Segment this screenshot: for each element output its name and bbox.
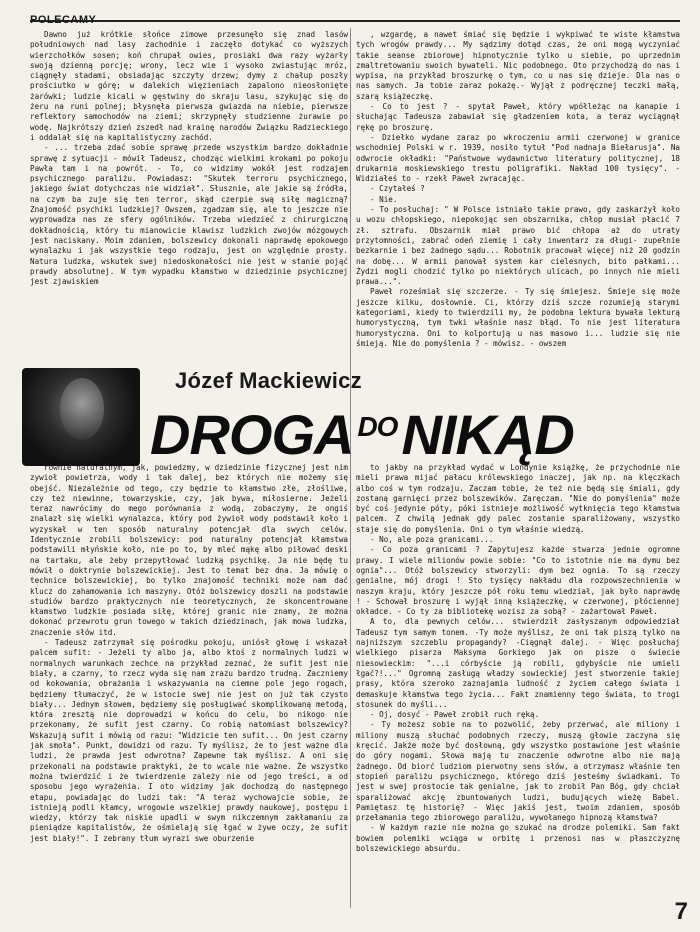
paragraph: A to, dla pewnych celów... stwierdził zasłyszanym odpowiedział Tadeusz tym samym tonem. -Ty może myślisz, że oni tak piszą tylko na najniższym szczeblu propagandy? -Ciągnął dalej. - Więc posłuchaj wielkiego pisarza Maksyma Gorkiego jak on pisze o świecie niesowieckim: "...i córbyście ją robili, gdybyście nie umieli łgać?!..." Ogromną zasługą władzy sowieckiej jest stworzenie takiej prasy, która szeroko zaznajamia ludność z życiem całego świata i demaskuje kłamstwa tego życia... Fakt znamienny tego świata, to trogi stosunek do myśli... — [356, 617, 680, 709]
column-c — [30, 463, 348, 921]
page-number: 7 — [674, 898, 688, 925]
title-word-2: NIKĄD — [401, 403, 574, 466]
paragraph: - Dziełko wydane zaraz po wkroczeniu armii czerwonej w granice wschodniej Polski w r. 1939, nosiło tytuł "Pod nadnaja Biełarusja". Na odwrocie okładki: "Państwowe wydawnictwo literatury politycznej, 18 drukarnia moskiewskiego trestu poligrafiki. Nakład 100 tysięcy". - Widziałeś to - rzekł Paweł zwracając. — [356, 132, 680, 184]
paragraph: - Tadeusz zatrzymał się pośrodku pokoju, uniósł głowę i wskazał palcem sufit: - Jeżeli ty albo ja, albo ktoś z normalnych ludzi w normalnych warunkach zechce na przykład zeznać, że sufit jest nie biały, a czarny, to rzecz wyda się nam zrazu bardzo trudną. Zaczniemy od kokowania, obrażania i wskazywania na ciemne pole jego rogach, będziemy tłumaczyć, że w istocie swej nie jest on już tak czysto biały... Jednym słowem, będziemy się posługiwać skomplikowaną metodą, która zresztą nie doprowadzi w końcu do celu, bo nikogo nie przekonamy, że sufit jest czarny. Co robią natomiast bolszewicy? Wskazują sufit i mówią od razu: "Widzicie ten sufit... On jest czarny jak smoła". Punkt, dowidzi od razu. Ty myślisz, że to jest ważne dla ludzi, że prawda jest odwrotna? Zapewne tak myślisz. A oni się przekonali na podstawie praktyki, że to wcale nie ważne. Że wszystko można twierdzić i że twierdzenie zależy nie od jego treści, a od sposobu jego wyrażenia. I oto widzimy jak dochodzą do następnego etapu, powiadając do ludzi tak: "A teraz wychowajcie sobie, że istnieją podli kłamcy, wrogowie wszelkiej prawdy naukowej, postępu i wiedzy, którzy tak niskie upadli w swym nikczemnym zakłamaniu za pieniądze kapitalistów, że ośmielają się łgać w żywe oczy, że sufit jest biały!". I zebrany tłum wyrazi swe oburzenie — [30, 638, 348, 843]
paragraph: - Oj, dosyć - Paweł zrobił ruch ręką. — [370, 710, 540, 720]
column-b — [356, 30, 680, 390]
column-d — [356, 463, 680, 913]
paragraph: - To posłuchaj: " W Polsce istniało takie prawo, gdy zaskarżył koło u wozu chłopskiego, niepokojąc sen obszarnika, chłop musiał płacić 7 zł. sztrafu. Obszarnik miał prawo bić chłopa aż do utraty przytomności, zabrać odeń ziemię i cały inwentarz za długi- zupełnie bezkarnie i bez żadnego sądu... Robotnik pracował więcej niż 20 godzin na dobę... W armii panował system kar cielesnych, bito pałkami... Żydzi mogli chodzić tylko po niektórych ulicach, po innych nie mieli prawa...". — [356, 205, 680, 287]
section-header — [30, 8, 680, 26]
paragraph: Paweł roześmiał się szczerze. - Ty się śmiejesz. Śmieje się może jeszcze kilku, dosłownie. Ci, którzy dziś szcze rozumieją starymi kategoriami, kiedy to twierdzili my, że podobna lektura bywała lekturą humorystyczną, tym twki właśnie nasz błąd. To nie jest literatura humorystyczna. Oni to kolportują u nas masowo i... ludzie się nie śmieją. Nie do pomyślenia ? - mówisz. - owszem — [356, 287, 680, 348]
paragraph: - Czytałeś ? — [370, 184, 425, 194]
paragraph: - Co poza granicami ? Zapytujesz każde stwarza jednie ogromne prawy. I wiele milionów powie sobie: "Co to istotnie nie ma dymu bez ognia"... Otóż bolszewicy stworzyli: dym bez ognia. To są rzeczy genialne, mój drogi ! Sto tysięcy nakładu dla rozpowszechnienia w naszym kraju, który jeszcze pół roku temu wiedział, jak było naprawdę ! - Schował broszurę i wyjął inną książeczkę, w czerwonej, płóciennej okładce. - Co ty za bibliotekę wozisz za sobą? - zażartował Paweł. — [356, 545, 680, 617]
paragraph: równie naturalnym, jak, powiedzmy, w dziedzinie fizycznej jest nim zywioł powietrza, wody i tak dalej, bez których nie możemy się obejść. Niezależnie od tego, czy będzie to kłamstwo złe, złośliwe, czy też niewinne, towarzyskie, czy, jak bywa, miłosierne. Jeżeli teraz nawrócimy do mego porównania z wodą, zobaczymy, że ongiś znalazł się wielki wynalazca, który pod żywioł wody podstawił koło i wyzyskał w ten sposób naturalny potencjał dla swych celów. Identycznie zrobili bolszewicy: pod naturalny potencjał kłamstwa podstawili młyńskie koło, nie po to, by mleć mąkę albo piłować deski na tartaku, ale żeby przepytłować ludzką psychikę. Ja nie będę tu mówił o doktrynie bolszewickiej. Jest to temat bez dna. Ja mówię o technice bolszewickiej, bo tylko znajomość techniki może nam dać klucz do zahamowania ich maszyny. Otóż bolszewicy doszli na podstawie studiów bardzo praktycznych nie teoretycznych, że skoncentrowane kłamstwo ludzkie posiada siłę, której granic nie znamy, że można dokonać przewrotu grun towego w takich dziedzinach, jak mowa ludzka, znaczenie słów itd. — [30, 463, 348, 637]
article-title — [150, 398, 574, 464]
paragraph: Dawno już krótkie słońce zimowe przesunęło się znad lasów południowych nad lasy zachodnie i zaczęło dotykać co wyższych wierzchołków sosen; koń chrupał owies, prosiaki dwa razy wyżarły swoją dzienną porcję; wrony, lecz wie i wysoko zwiastując mróz, ciągnęły stadami, obsiadając szczyty drzew; dymy z chałup poszły prościutko w górę; w dalekich więzieniach zapalono nieosłonięte żarówki; ludzie kicali w gęstwiny do skraju lasu, szykując się do żeru na runi polnej; błysnęła pierwsza gwiazda na niebie, pierwsze reflektory samochodów na ziemi; skrzypnęły studzienne żurawie po wodę. Najkrótszy dzień zszedł nad krainę narodów Związku Radzieckiego i oddalał się na kapitalistyczny zachód. — [30, 30, 348, 142]
column-divider — [350, 28, 351, 908]
paragraph: - Nie. — [370, 194, 398, 204]
paragraph: - Ty możesz sobie na to pozwolić, żeby przerwać, ale miliony i miliony muszą słuchać podobnych rzeczy, muszą głowie zaczyna się kręcić. Jakże może być dosłowną, gdy wszystko postawione jest właśnie do góry nogami. Słowa mają tu znaczenie odwrotne albo nie mają żadnego. Od biorć ludziom pierwotny sens słów, a otrzymasz właśnie ten stopień paraliżu psychicznego, którego dziś jesteśmy świadkami. To jest w swej prostocie tak genialne, jak to zrobił Pan Bóg, gdy chciał sparaliżować akcję zbuntowanych ludzi, budujących wieżę Babel. Pamiętasz tę historię? - Więc jakiś jest, twoim zdaniem, sposób przełamania tego zbiorowego paraliżu, wywołanego hipnozą kłamstwa? — [356, 720, 680, 823]
paragraph: - ... trzeba zdać sobie sprawę przede wszystkim bardzo dokładnie sprawę z sytuacji - mówił Tadeusz, chodząc wielkimi krokami po pokoju Pawła tam i na powrót. - To, co widzimy wokół jest rodzajem psychicznego paraliżu. Powiadasz: "Skutek terroru psychicznego, jakiego świat dotychczas nie widział". Słusznie, ale jakie są źródła, na czym ba zuje się ten terror, skąd czerpie swą siłę magiczną? Znajomość psychiki ludzkiej? Owszem, zgadzam się, ale to jeszcze nie wyprowadza nas ze sfery ogólników. Trzeba wiedzieć z chirurgiczną dokładnością, który tu mianowicie klawisz ludzkich zwojów mózgowych jest naciskany. Moim zdaniem, bolszewicy dokonali naprawdę epokowego wynalazku i jak wszystkie tego rodzaju, jest on względnie prosty. Natura ludzka, wskutek swej niedoskonałości nie jest w stanie pojąć prawdy absolutnej. W tym wypadku kłamstwo w dziedzinie psychicznej jest zjawiskiem — [30, 143, 348, 287]
paragraph: , wzgardę, a nawet śmiać się będzie i wykpiwać te wiste kłamstwa tych wrogów prawdy... My sądzimy dotąd czas, że oni mogą wyczyniać takie seanse zbiorowej hipnotycznie tylko u siebie, po uprzednim zmaltretowaniu swoich bywateli. Nic podobnego. Oto przychodzą do nas i wypisa, na przykład broszurkę o tym, co u nas się dzieje. Dla nas o nas samych. Ja tobie zaraz pokażę.- Wyjął z podręcznej teczki małą, szarą książeczkę. — [356, 30, 680, 101]
author-face — [60, 378, 104, 440]
section-label: POLECAMY — [30, 14, 97, 26]
column-a — [30, 30, 348, 368]
title-word-1: DROGA — [150, 403, 354, 466]
paragraph: - W każdym razie nie można go szukać na drodze polemiki. Sam fakt bowiem polemiki wciąga w orbitę i przenosi nas w płaszczyznę bolszewickiego absurdu. — [356, 823, 680, 853]
paragraph: - Co to jest ? - spytał Paweł, który wpółleżąc na kanapie i słuchając Tadeusza zabawiał się gładzeniem kota, a teraz wyciągnął rękę po broszurę. — [356, 102, 680, 132]
paragraph: - No, ale poza granicami... — [370, 535, 494, 545]
paragraph: to jakby na przykład wydać w Londynie książkę, że przychodnie nie mieli prawa mijać pałacu królewskiego inaczej, jak np. na klęczkach albo coś w tym rodzaju. Zaczam tobie, że też nie będą się śmiali, gdy zostaną garnięci przez bolszewików. Zaręczam. "Nie do pomyślenia" może być coś jedynie póty, póki istnieje możliwość wytknięcia tego kłamstwa palcem. Z chwilą jednak gdy palec zostanie sparaliżowany, wszystko staje się do pomyślenia. Oni o tym właśnie wiedzą. — [356, 463, 680, 534]
author-photo — [22, 368, 140, 466]
title-word-do: DO — [357, 411, 398, 442]
author-name: Józef Mackiewicz — [175, 368, 362, 393]
